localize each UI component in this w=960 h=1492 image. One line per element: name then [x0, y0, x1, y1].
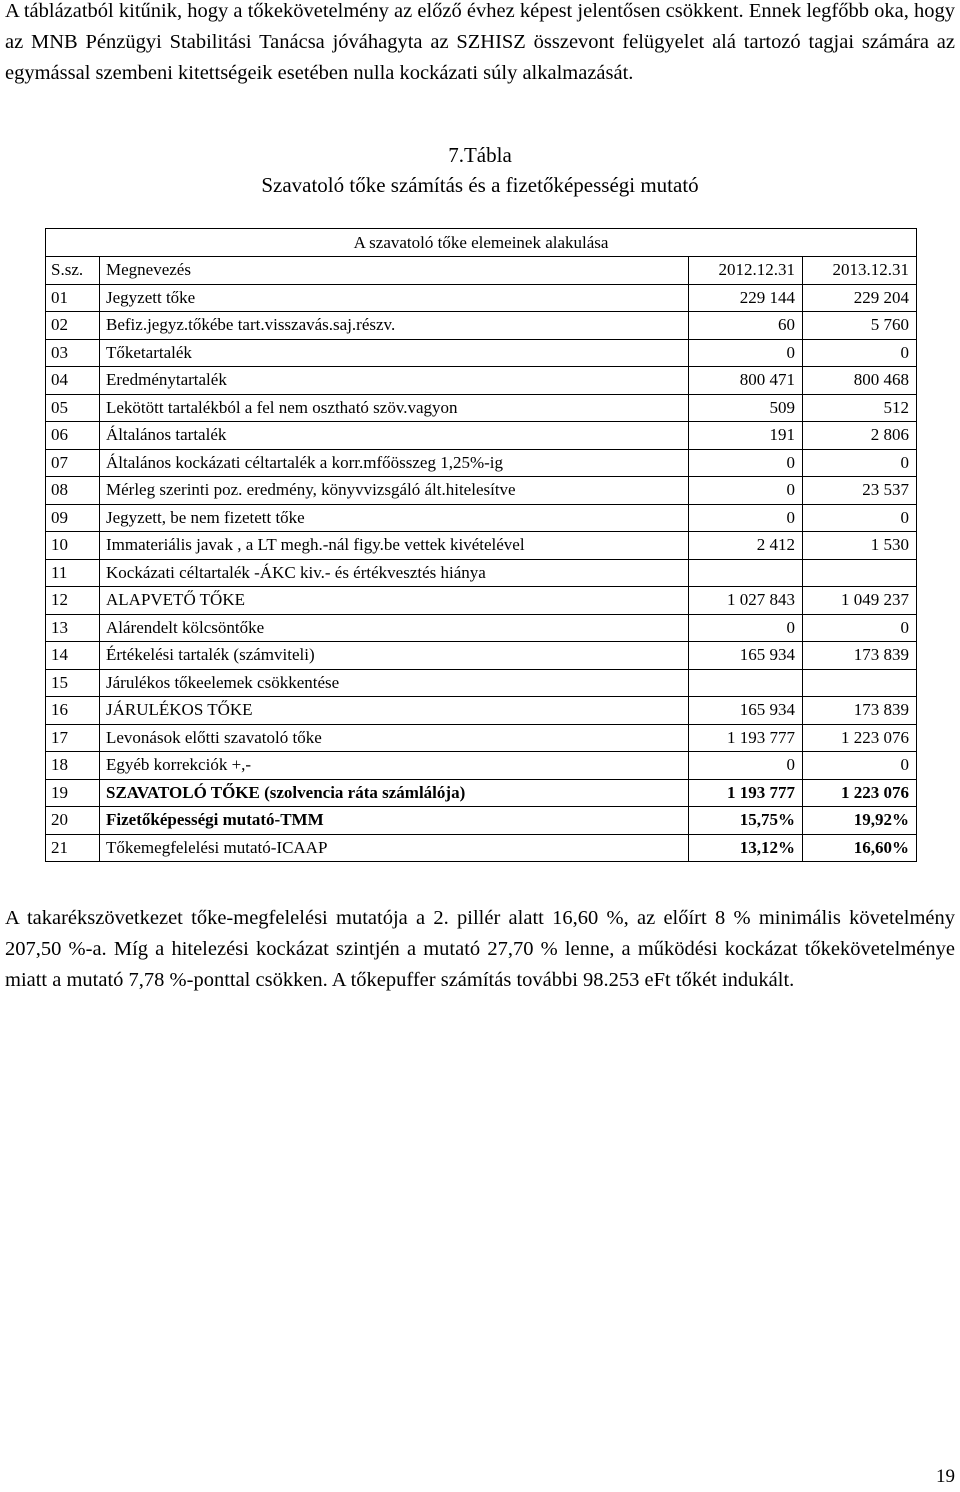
row-index: 12 — [46, 587, 100, 615]
row-index: 08 — [46, 477, 100, 505]
table-row — [46, 779, 917, 807]
table-row — [46, 587, 917, 615]
row-value-2013: 5 760 — [803, 312, 917, 340]
row-index: 11 — [46, 559, 100, 587]
row-value-2013: 0 — [803, 504, 917, 532]
outro-paragraph: A takarékszövetkezet tőke-megfelelési mutatója a 2. pillér alatt 16,60 %, az előírt 8 % minimális követelmény 207,50 %-a. Míg a hitelezési kockázat szintjén a mutató 27,70 % lenne, a működési kockázat tőkekövetelménye miatt a mutató 7,78 %-ponttal csökken. A tőkepuffer számítás további 98.253 eFt tőkét indukált. — [5, 907, 955, 991]
row-index: 18 — [46, 752, 100, 780]
table-row — [46, 807, 917, 835]
row-value-2012: 0 — [689, 614, 803, 642]
row-value-2013: 512 — [803, 394, 917, 422]
table-number: 7.Tábla — [448, 143, 512, 167]
row-name: Levonások előtti szavatoló tőke — [100, 724, 689, 752]
row-index: 02 — [46, 312, 100, 340]
row-value-2013: 0 — [803, 614, 917, 642]
row-index: 13 — [46, 614, 100, 642]
header-name: Megnevezés — [100, 257, 689, 285]
row-value-2013: 0 — [803, 752, 917, 780]
row-value-2012: 0 — [689, 504, 803, 532]
table-row — [46, 367, 917, 395]
row-value-2012: 1 193 777 — [689, 779, 803, 807]
row-index: 09 — [46, 504, 100, 532]
table-row — [46, 477, 917, 505]
row-name: Járulékos tőkeelemek csökkentése — [100, 669, 689, 697]
table-row — [46, 504, 917, 532]
row-index: 10 — [46, 532, 100, 560]
table-title: Szavatoló tőke számítás és a fizetőképességi mutató — [261, 173, 699, 197]
row-value-2012: 15,75% — [689, 807, 803, 835]
table-row — [46, 724, 917, 752]
row-index: 21 — [46, 834, 100, 862]
table-row — [46, 614, 917, 642]
intro-paragraph: A táblázatból kitűnik, hogy a tőkekövetelmény az előző évhez képest jelentősen csökkent. Ennek legfőbb oka, hogy az MNB Pénzügyi Stabilitási Tanácsa jóváhagyta az SZHISZ összevont felügyelet alá tartozó tagjai számára az egymással szembeni kitettségeik esetében nulla kockázati súly alkalmazását. — [5, 0, 955, 84]
row-name: Fizetőképességi mutató-TMM — [100, 807, 689, 835]
row-index: 20 — [46, 807, 100, 835]
table-row — [46, 422, 917, 450]
row-name: Egyéb korrekciók +,- — [100, 752, 689, 780]
table-row — [46, 312, 917, 340]
row-index: 16 — [46, 697, 100, 725]
row-name: Általános kockázati céltartalék a korr.mfőösszeg 1,25%-ig — [100, 449, 689, 477]
row-value-2012 — [689, 559, 803, 587]
row-name: Tőketartalék — [100, 339, 689, 367]
row-value-2013: 1 530 — [803, 532, 917, 560]
row-index: 14 — [46, 642, 100, 670]
row-value-2013: 0 — [803, 339, 917, 367]
table-row — [46, 394, 917, 422]
table-row — [46, 532, 917, 560]
table-row — [46, 449, 917, 477]
table-row — [46, 752, 917, 780]
row-value-2012: 0 — [689, 339, 803, 367]
table-row — [46, 339, 917, 367]
row-name: Jegyzett tőke — [100, 284, 689, 312]
row-name: Értékelési tartalék (számviteli) — [100, 642, 689, 670]
row-index: 15 — [46, 669, 100, 697]
table-caption-row — [46, 229, 917, 257]
row-name: Mérleg szerinti poz. eredmény, könyvvizsgáló ált.hitelesítve — [100, 477, 689, 505]
row-value-2012 — [689, 669, 803, 697]
row-value-2013: 800 468 — [803, 367, 917, 395]
row-index: 17 — [46, 724, 100, 752]
row-value-2012: 165 934 — [689, 642, 803, 670]
row-value-2013: 16,60% — [803, 834, 917, 862]
row-value-2012: 165 934 — [689, 697, 803, 725]
row-value-2013: 173 839 — [803, 642, 917, 670]
row-name: Immateriális javak , a LT megh.-nál figy.be vettek kivételével — [100, 532, 689, 560]
row-name: Alárendelt kölcsöntőke — [100, 614, 689, 642]
row-index: 04 — [46, 367, 100, 395]
row-value-2012: 191 — [689, 422, 803, 450]
header-2012: 2012.12.31 — [689, 257, 803, 285]
row-name: Kockázati céltartalék -ÁKC kiv.- és értékvesztés hiánya — [100, 559, 689, 587]
table-row — [46, 642, 917, 670]
row-value-2013: 1 049 237 — [803, 587, 917, 615]
table-row — [46, 669, 917, 697]
row-index: 07 — [46, 449, 100, 477]
row-value-2012: 60 — [689, 312, 803, 340]
row-name: SZAVATOLÓ TŐKE (szolvencia ráta számlálója) — [100, 779, 689, 807]
row-value-2012: 0 — [689, 752, 803, 780]
row-value-2012: 13,12% — [689, 834, 803, 862]
header-index: S.sz. — [46, 257, 100, 285]
row-value-2012: 0 — [689, 477, 803, 505]
row-value-2013: 23 537 — [803, 477, 917, 505]
row-index: 01 — [46, 284, 100, 312]
table-row — [46, 284, 917, 312]
row-name: Tőkemegfelelési mutató-ICAAP — [100, 834, 689, 862]
row-index: 19 — [46, 779, 100, 807]
row-value-2012: 1 193 777 — [689, 724, 803, 752]
row-name: JÁRULÉKOS TŐKE — [100, 697, 689, 725]
table-row — [46, 834, 917, 862]
row-value-2012: 1 027 843 — [689, 587, 803, 615]
table-row — [46, 559, 917, 587]
table-row — [46, 697, 917, 725]
row-name: Jegyzett, be nem fizetett tőke — [100, 504, 689, 532]
row-value-2012: 509 — [689, 394, 803, 422]
row-value-2013: 173 839 — [803, 697, 917, 725]
row-value-2013: 0 — [803, 449, 917, 477]
table-caption: A szavatoló tőke elemeinek alakulása — [46, 229, 917, 257]
row-name: Befiz.jegyz.tőkébe tart.visszavás.saj.részv. — [100, 312, 689, 340]
row-name: Lekötött tartalékból a fel nem osztható szöv.vagyon — [100, 394, 689, 422]
row-value-2013: 229 204 — [803, 284, 917, 312]
capital-table — [45, 228, 917, 862]
row-value-2013: 19,92% — [803, 807, 917, 835]
row-name: Általános tartalék — [100, 422, 689, 450]
table-header-row — [46, 257, 917, 285]
row-value-2013: 1 223 076 — [803, 724, 917, 752]
row-value-2012: 800 471 — [689, 367, 803, 395]
header-2013: 2013.12.31 — [803, 257, 917, 285]
row-value-2012: 2 412 — [689, 532, 803, 560]
row-value-2012: 0 — [689, 449, 803, 477]
row-name: ALAPVETŐ TŐKE — [100, 587, 689, 615]
row-name: Eredménytartalék — [100, 367, 689, 395]
row-index: 03 — [46, 339, 100, 367]
row-value-2013: 2 806 — [803, 422, 917, 450]
page-number: 19 — [936, 1466, 955, 1487]
row-value-2012: 229 144 — [689, 284, 803, 312]
row-value-2013 — [803, 559, 917, 587]
row-value-2013: 1 223 076 — [803, 779, 917, 807]
row-value-2013 — [803, 669, 917, 697]
row-index: 05 — [46, 394, 100, 422]
row-index: 06 — [46, 422, 100, 450]
